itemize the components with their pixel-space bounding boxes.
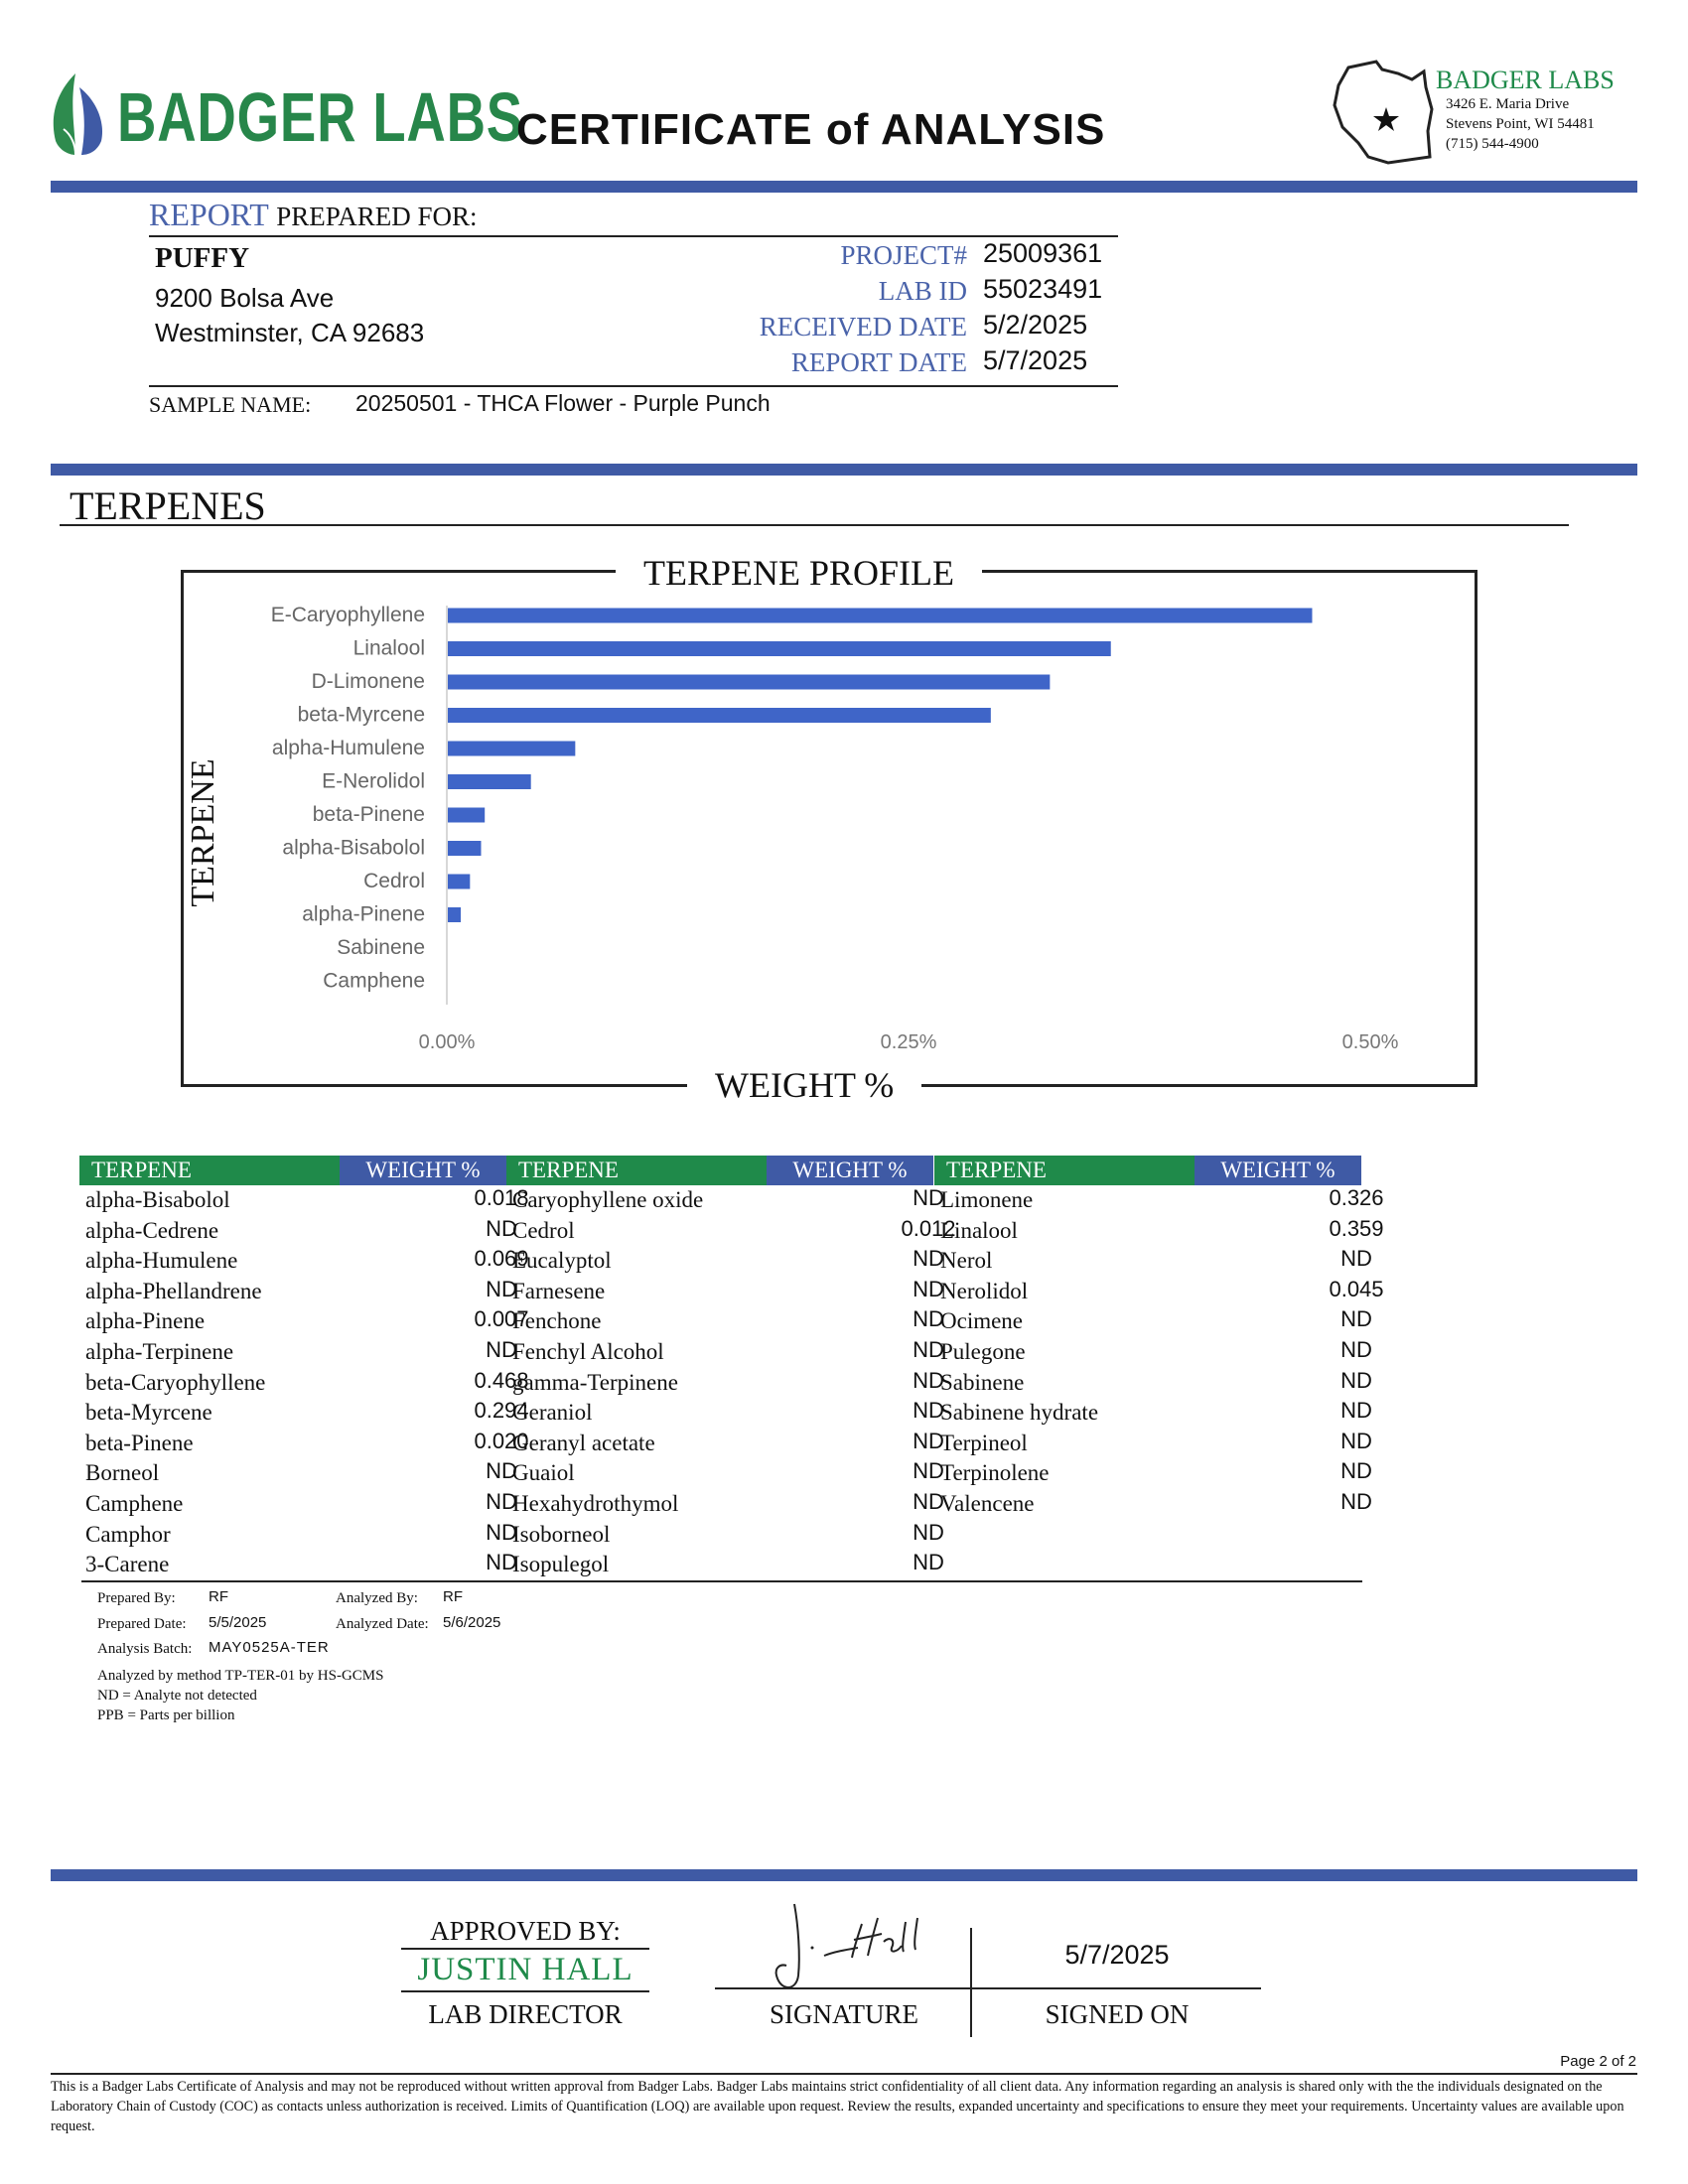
table-cell-terpene: Geranyl acetate	[512, 1430, 655, 1455]
chart-category-label: D-Limonene	[311, 670, 425, 693]
table-cell-weight: ND	[486, 1458, 517, 1484]
table-cell-terpene: Isoborneol	[512, 1521, 611, 1547]
table-cell-terpene: Pulegone	[940, 1339, 1026, 1364]
table-cell-terpene: Limonene	[940, 1187, 1034, 1212]
chart-x-tick-label: 0.25%	[880, 1031, 937, 1053]
chart-bar	[448, 907, 461, 922]
logo-text: BADGER LABS	[117, 78, 524, 156]
address-street: 3426 E. Maria Drive	[1446, 96, 1570, 112]
chart-bar	[448, 742, 575, 756]
prepared-date-value: 5/5/2025	[209, 1614, 267, 1631]
table-cell-weight: ND	[913, 1458, 944, 1484]
disclaimer: This is a Badger Labs Certificate of Analysis and may not be reproduced without written approval from Badger Labs. Badger Labs maintains strict confidentiality of all client data. Any information regarding an analysis is shared only with the the individuals designated on the Laboratory Chain of Custody (COC) as contacts unless authorization is received. Limits of Quantification (LOQ) are available upon request. Review the results, expanded uncertainty and specifications to ensure they meet your requirements. Uncertainty values are available upon request.	[51, 2079, 1624, 2134]
signed-date: 5/7/2025	[1064, 1940, 1170, 1970]
report-heading-highlight: REPORT	[149, 197, 269, 232]
sample-name-label: SAMPLE NAME:	[149, 392, 312, 417]
chart-category-label: Linalool	[352, 636, 425, 660]
received-date-value: 5/2/2025	[983, 310, 1088, 340]
nd-note: ND = Analyte not detected	[97, 1688, 257, 1704]
analysis-batch-value: MAY0525A-TER	[209, 1639, 330, 1656]
sample-name-value: 20250501 - THCA Flower - Purple Punch	[355, 390, 771, 416]
table-cell-terpene: Terpineol	[940, 1430, 1028, 1455]
client-name: PUFFY	[155, 242, 250, 274]
report-heading-rest: PREPARED FOR:	[276, 202, 478, 231]
table-cell-weight: ND	[913, 1246, 944, 1272]
table-header-weight: WEIGHT %	[1195, 1156, 1361, 1185]
lab-id-label: LAB ID	[878, 276, 967, 306]
chart-bar	[448, 675, 1050, 690]
signature-rule	[715, 1987, 1261, 1989]
table-cell-weight: ND	[913, 1276, 944, 1301]
chart-xlabel: WEIGHT %	[687, 1064, 921, 1106]
chart-category-label: Sabinene	[337, 936, 425, 959]
table-cell-terpene: Nerol	[940, 1248, 993, 1274]
table-cell-weight: 0.045	[1329, 1276, 1384, 1301]
chart-bar	[448, 841, 481, 856]
prepared-by-label: Prepared By:	[97, 1590, 176, 1606]
signature-label: SIGNATURE	[769, 1999, 918, 2029]
table-cell-weight: ND	[486, 1337, 517, 1362]
table-cell-terpene: Linalool	[940, 1217, 1018, 1243]
chart-bar	[448, 808, 485, 823]
table-cell-terpene: Cedrol	[512, 1217, 575, 1243]
chart-category-label: beta-Myrcene	[297, 703, 425, 727]
chart-category-label: E-Caryophyllene	[270, 604, 425, 626]
method-note: Analyzed by method TP-TER-01 by HS-GCMS	[97, 1668, 384, 1684]
table-cell-weight: ND	[486, 1215, 517, 1241]
received-date-label: RECEIVED DATE	[759, 312, 967, 341]
prepared-by-value: RF	[209, 1588, 228, 1605]
table-header-weight: WEIGHT %	[767, 1156, 933, 1185]
table-cell-weight: ND	[913, 1489, 944, 1514]
table-cell-terpene: alpha-Phellandrene	[85, 1278, 262, 1303]
table-cell-weight: 0.468	[474, 1367, 529, 1393]
approval-divider	[51, 1869, 1637, 1881]
table-cell-terpene: alpha-Cedrene	[85, 1217, 219, 1243]
table-header-terpene: TERPENE	[934, 1156, 1195, 1185]
table-cell-terpene: Camphor	[85, 1521, 171, 1547]
table-cell-weight: ND	[486, 1550, 517, 1575]
table-cell-terpene: Camphene	[85, 1491, 184, 1516]
lab-id-value: 55023491	[983, 274, 1103, 304]
table-header-terpene: TERPENE	[79, 1156, 340, 1185]
table-cell-terpene: Geraniol	[512, 1400, 593, 1426]
address-phone: (715) 544-4900	[1446, 136, 1539, 152]
analyzed-by-value: RF	[443, 1588, 463, 1605]
chart-category-label: Cedrol	[363, 870, 425, 892]
chart-bar	[448, 875, 470, 889]
table-cell-weight: ND	[1340, 1489, 1372, 1514]
table-cell-terpene: alpha-Humulene	[85, 1248, 238, 1274]
table-cell-weight: ND	[1340, 1306, 1372, 1332]
table-cell-weight: 0.326	[1329, 1185, 1384, 1210]
table-cell-weight: ND	[486, 1276, 517, 1301]
section-title: TERPENES	[70, 483, 266, 528]
table-cell-terpene: Borneol	[85, 1460, 160, 1486]
table-cell-terpene: Sabinene hydrate	[940, 1400, 1099, 1426]
analyzed-date-value: 5/6/2025	[443, 1614, 501, 1631]
table-cell-terpene: beta-Pinene	[85, 1430, 194, 1455]
table-cell-terpene: Isopulegol	[512, 1552, 610, 1577]
chart-bar	[448, 641, 1111, 656]
table-cell-terpene: Terpinolene	[940, 1460, 1050, 1486]
table-cell-terpene: 3-Carene	[85, 1552, 170, 1577]
table-cell-weight: 0.018	[474, 1185, 529, 1210]
analyzed-by-label: Analyzed By:	[336, 1590, 418, 1606]
approved-by-rule	[401, 1948, 649, 1950]
address-lab-name: BADGER LABS	[1436, 66, 1615, 94]
table-header-weight: WEIGHT %	[340, 1156, 506, 1185]
approver-title: LAB DIRECTOR	[428, 1999, 623, 2029]
table-cell-terpene: Fenchone	[512, 1308, 602, 1334]
signed-on-label: SIGNED ON	[1045, 1999, 1190, 2029]
table-cell-weight: ND	[1340, 1337, 1372, 1362]
table-cell-terpene: alpha-Terpinene	[85, 1339, 234, 1364]
table-cell-weight: ND	[913, 1185, 944, 1210]
table-cell-weight: ND	[1340, 1428, 1372, 1453]
table-cell-weight: 0.020	[474, 1428, 529, 1453]
chart-category-label: alpha-Bisabolol	[282, 836, 425, 860]
chart-ylabel: TERPENE	[185, 739, 222, 927]
table-cell-weight: ND	[1340, 1398, 1372, 1424]
chart-category-label: alpha-Humulene	[271, 737, 425, 759]
chart-bar	[448, 774, 531, 789]
chart-category-label: Camphene	[323, 969, 425, 993]
table-cell-terpene: Hexahydrothymol	[512, 1491, 679, 1516]
table-cell-weight: ND	[1340, 1246, 1372, 1272]
chart-x-tick-label: 0.00%	[418, 1031, 476, 1053]
table-cell-weight: ND	[913, 1550, 944, 1575]
table-cell-weight: ND	[913, 1398, 944, 1424]
table-cell-terpene: beta-Myrcene	[85, 1400, 212, 1426]
table-cell-weight: ND	[913, 1337, 944, 1362]
table-cell-terpene: Caryophyllene oxide	[512, 1187, 704, 1212]
analysis-batch-label: Analysis Batch:	[97, 1641, 193, 1657]
table-cell-weight: 0.007	[474, 1306, 529, 1332]
table-cell-terpene: Eucalyptol	[512, 1248, 612, 1274]
chart-category-label: beta-Pinene	[312, 803, 425, 826]
table-cell-weight: ND	[1340, 1367, 1372, 1393]
table-cell-weight: 0.359	[1329, 1215, 1384, 1241]
chart-category-label: alpha-Pinene	[302, 902, 425, 926]
table-cell-terpene: alpha-Bisabolol	[85, 1187, 230, 1212]
table-cell-terpene: alpha-Pinene	[85, 1308, 206, 1334]
approver-name: JUSTIN HALL	[417, 1952, 633, 1987]
chart-bar	[448, 609, 1312, 623]
table-cell-weight: ND	[913, 1519, 944, 1545]
ppb-note: PPB = Parts per billion	[97, 1707, 235, 1723]
table-cell-terpene: Ocimene	[940, 1308, 1024, 1334]
table-cell-terpene: Fenchyl Alcohol	[512, 1339, 664, 1364]
signature-divider	[970, 1928, 972, 2037]
analyzed-date-label: Analyzed Date:	[336, 1616, 429, 1632]
table-header-terpene: TERPENE	[506, 1156, 767, 1185]
approved-by-label: APPROVED BY:	[430, 1916, 621, 1946]
table-cell-weight: ND	[486, 1489, 517, 1514]
table-cell-weight: ND	[486, 1519, 517, 1545]
chart-category-label: E-Nerolidol	[322, 769, 425, 793]
report-date-label: REPORT DATE	[790, 347, 967, 377]
table-cell-terpene: Farnesene	[512, 1278, 606, 1303]
client-address-line1: 9200 Bolsa Ave	[155, 283, 335, 313]
chart-title: TERPENE PROFILE	[616, 552, 982, 594]
table-cell-weight: 0.069	[474, 1246, 529, 1272]
table-cell-weight: ND	[913, 1428, 944, 1453]
table-cell-weight: 0.294	[474, 1398, 529, 1424]
prepared-date-label: Prepared Date:	[97, 1616, 187, 1632]
table-bottom-rule	[81, 1580, 1362, 1582]
page-number: Page 2 of 2	[1560, 2053, 1636, 2070]
approver-name-rule	[401, 1990, 649, 1992]
table-cell-weight: ND	[1340, 1458, 1372, 1484]
client-address-line2: Westminster, CA 92683	[155, 318, 425, 347]
document-title: CERTIFICATE of ANALYSIS	[516, 105, 1106, 154]
signature-image	[755, 1896, 953, 1995]
table-cell-weight: ND	[913, 1367, 944, 1393]
table-cell-terpene: gamma-Terpinene	[512, 1369, 678, 1395]
table-cell-terpene: Nerolidol	[940, 1278, 1029, 1303]
footer-rule	[51, 2073, 1637, 2075]
project-value: 25009361	[983, 238, 1103, 268]
chart-bar	[448, 708, 991, 723]
table-cell-terpene: beta-Caryophyllene	[85, 1369, 266, 1395]
chart-x-tick-label: 0.50%	[1341, 1031, 1399, 1053]
report-date-value: 5/7/2025	[983, 345, 1088, 375]
table-cell-terpene: Sabinene	[940, 1369, 1025, 1395]
table-cell-weight: ND	[913, 1306, 944, 1332]
table-cell-weight: 0.012	[901, 1215, 956, 1241]
project-label: PROJECT#	[840, 240, 967, 270]
table-cell-terpene: Guaiol	[512, 1460, 575, 1486]
table-cell-terpene: Valencene	[940, 1491, 1035, 1516]
address-city: Stevens Point, WI 54481	[1446, 116, 1595, 132]
